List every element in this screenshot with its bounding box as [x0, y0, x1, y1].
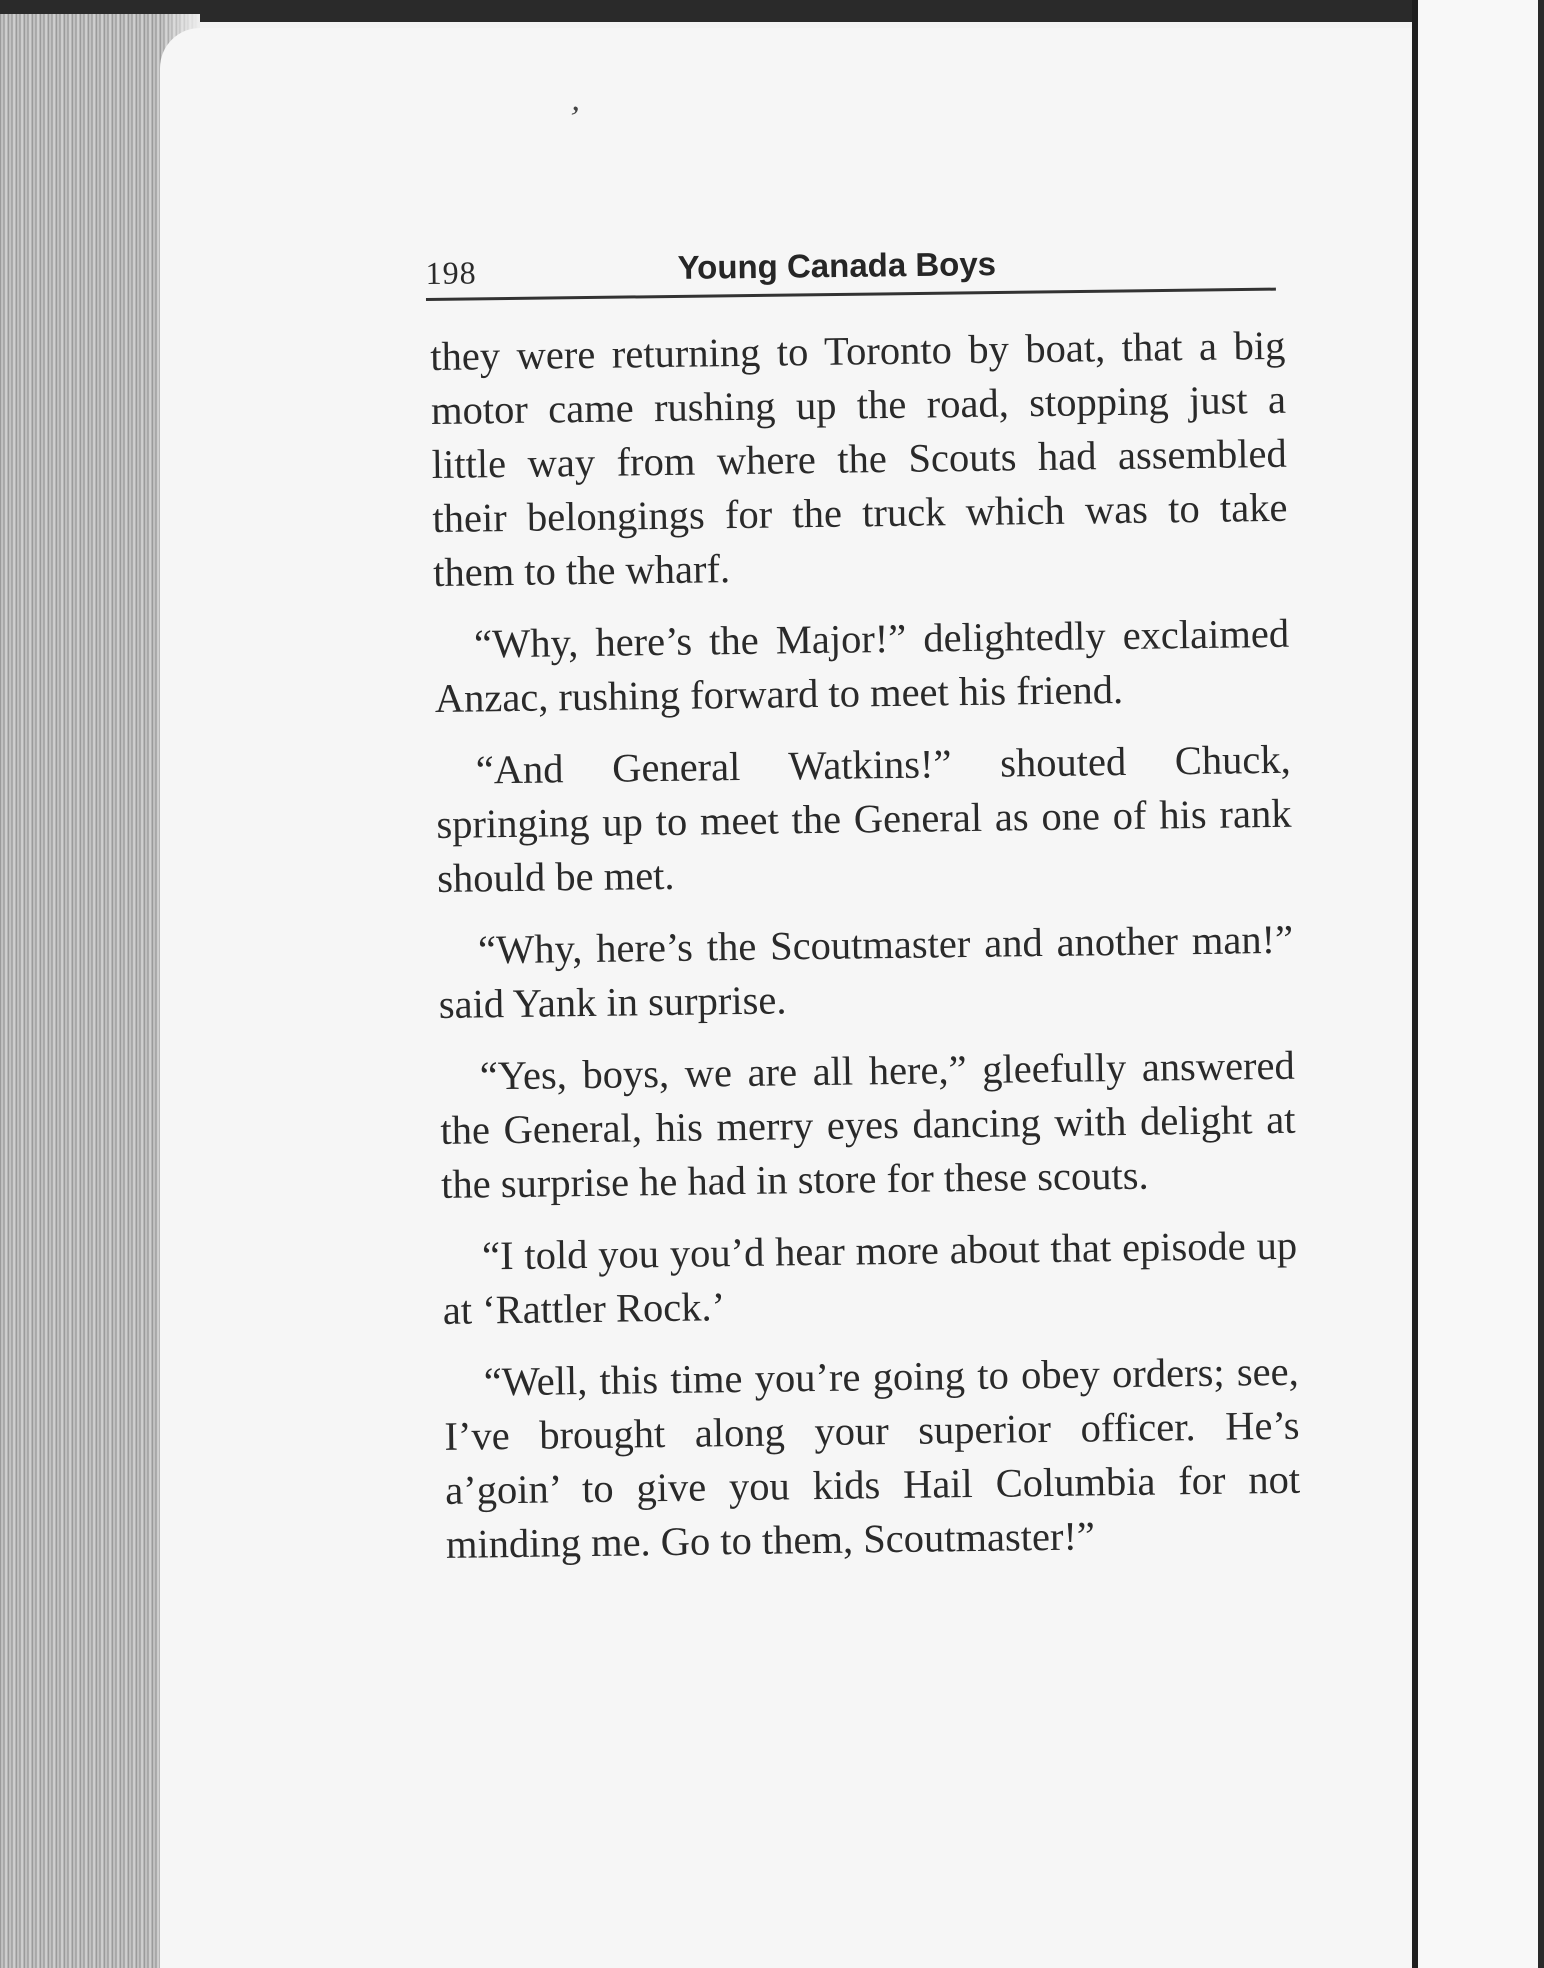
paragraph: they were returning to Toronto by boat, that a big motor came rushing up the road, stopping just a little way from where the Scouts had assembled their belongings for the truck which was to take them to the wharf.	[430, 322, 1288, 595]
scan-right-border	[1538, 0, 1544, 1968]
running-header	[425, 230, 1276, 301]
ink-fleck-mark: ʼ	[564, 99, 583, 138]
facing-page-edge	[1418, 0, 1544, 1968]
paragraph: “Why, here’s the Major!” delightedly exclaimed Anzac, rushing forward to meet his friend.	[434, 610, 1290, 721]
paragraph: “Well, this time you’re going to obey orders; see, I’ve brought along your superior officer. He’s a’goin’ to give you kids Hail Columbia for not minding me. Go to them, Scoutmaster!”	[444, 1348, 1301, 1567]
scan-top-border	[0, 0, 1544, 22]
paragraph: “Why, here’s the Scoutmaster and another man!” said Yank in surprise.	[438, 916, 1294, 1027]
paragraph: “Yes, boys, we are all here,” gleefully answered the General, his merry eyes dancing with delight at the surprise he had in store for these scouts.	[440, 1042, 1296, 1207]
page-number: 198	[425, 254, 477, 292]
paragraph: “And General Watkins!” shouted Chuck, springing up to meet the General as one of his rank should be met.	[436, 736, 1292, 901]
body-text	[430, 319, 1301, 1590]
paragraph: “I told you you’d hear more about that episode up at ‘Rattler Rock.’	[442, 1222, 1298, 1333]
running-title: Young Canada Boys	[677, 245, 997, 286]
